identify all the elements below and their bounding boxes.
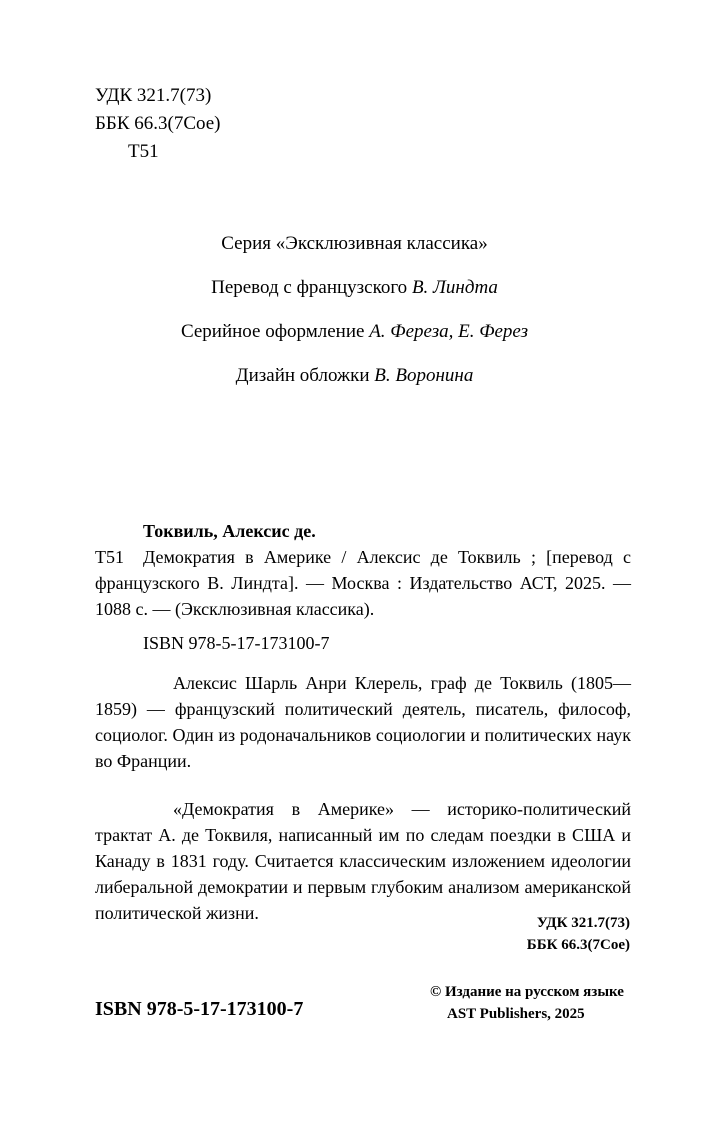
- bbk-code-bottom: ББК 66.3(7Сое): [526, 937, 630, 953]
- catalog-letter-code: Т51: [95, 547, 124, 567]
- catalog-letter-code-top: Т51: [128, 141, 159, 162]
- series-line: Серия «Эксклюзивная классика»: [221, 233, 488, 254]
- series-design-label: Серийное оформление: [180, 321, 370, 342]
- copyright-line-russian-edition: © Издание на русском языке: [430, 984, 624, 1000]
- bbk-code-top: ББК 66.3(7Сое): [95, 113, 221, 134]
- top-bibliographic-codes: [95, 82, 221, 166]
- series-design-names: А. Фереза, Е. Ферез: [369, 321, 529, 342]
- udk-code-top: УДК 321.7(73): [95, 85, 212, 106]
- cover-design-line: [0, 364, 709, 388]
- book-annotation-paragraph: «Демократия в Америке» — историко-политический трактат А. де Токвиля, написанный им по следам поездки в США и Канаду в 1831 году. Считается классическим изложением идеологии либеральной демократии и первым глубоким анализом американской политической жизни.: [95, 799, 631, 923]
- catalog-entry-text: Демократия в Америке / Алексис де Токвиль ; [перевод с французского В. Линдта]. — Москва : Издательство АСТ, 2025. — 1088 с. — (Эксклюзивная классика).: [95, 547, 631, 619]
- translator-name: В. Линдта: [411, 277, 498, 298]
- cover-design-name: В. Воронина: [374, 365, 474, 386]
- author-bio-paragraph: Алексис Шарль Анри Клерель, граф де Токвиль (1805—1859) — французский политический деятель, писатель, философ, социолог. Один из родоначальников социологии и политических наук во Франции.: [95, 673, 631, 771]
- isbn-catalog: ISBN 978-5-17-173100-7: [143, 633, 330, 653]
- catalog-entry-wrap: [95, 544, 631, 622]
- udk-code-bottom: УДК 321.7(73): [536, 915, 630, 931]
- catalog-card-block: [95, 518, 631, 926]
- series-design-line: [0, 320, 709, 344]
- translator-line: [0, 276, 709, 300]
- isbn-footer: ISBN 978-5-17-173100-7: [95, 998, 304, 1020]
- edition-credits: [0, 232, 709, 408]
- copyright-line-publisher: AST Publishers, 2025: [447, 1006, 585, 1022]
- catalog-author-heading: Токвиль, Алексис де.: [143, 521, 316, 541]
- bottom-bibliographic-codes: [527, 912, 630, 956]
- copyright-block: [430, 981, 624, 1025]
- translator-label: Перевод с французского: [211, 277, 412, 298]
- cover-design-label: Дизайн обложки: [235, 365, 375, 386]
